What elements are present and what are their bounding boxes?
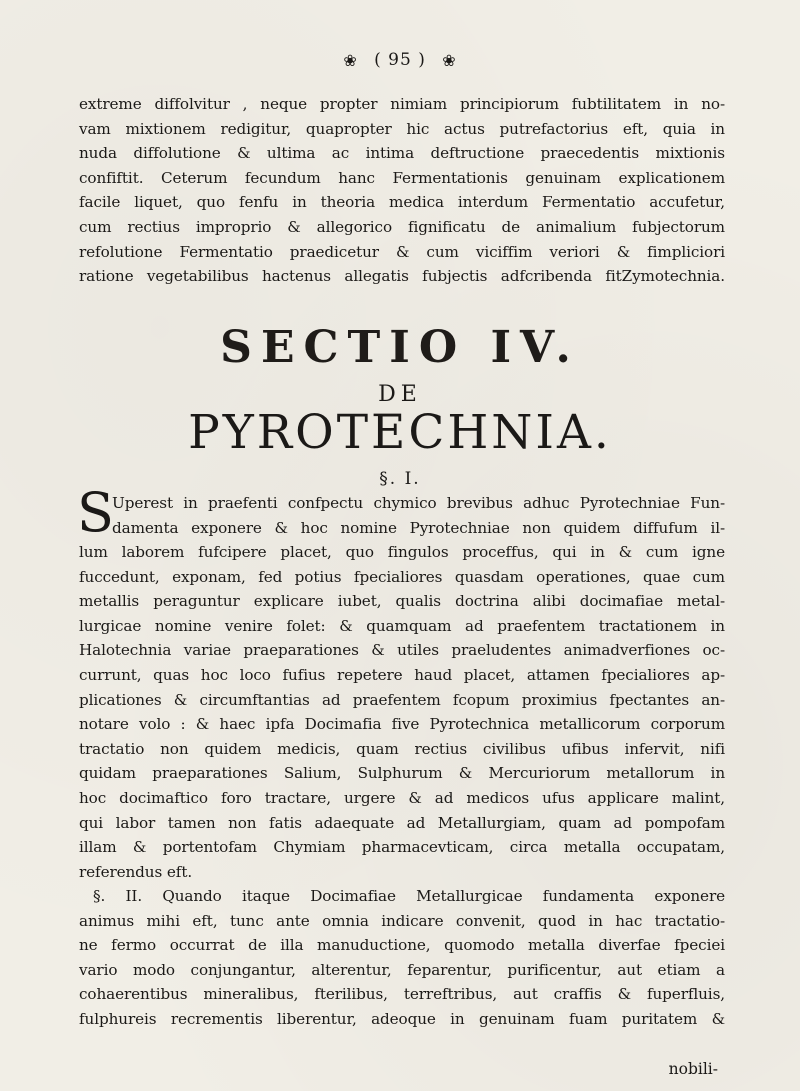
text-line: ne fermo occurrat de illa manuductione, quomodo metalla diverfae fpeciei	[79, 936, 725, 955]
section-de: DE	[378, 382, 422, 407]
text-line: metallis peraguntur explicare iubet, qualis doctrina alibi docimafiae metal-	[79, 592, 725, 611]
text-line: tractatio non quidem medicis, quam rectius civilibus ufibus infervit, nifi	[79, 739, 725, 758]
section-title: SECTIO IV.	[220, 322, 580, 373]
text-line: Uperest in praefenti confpectu chymico brevibus adhuc Pyrotechniae Fun-	[112, 494, 725, 512]
section-subtitle: PYROTECHNIA.	[188, 405, 612, 460]
text-line: lum laborem fufcipere placet, quo fingulos proceffus, qui in & cum igne	[79, 543, 725, 561]
text-line: vam mixtionem redigitur, quapropter hic actus putrefactorius eft, quia in	[79, 119, 725, 138]
paragraph-2	[79, 884, 725, 1032]
text-line: facile liquet, quo fenfu in theoria medica interdum Fermentatio accufetur,	[79, 193, 725, 212]
catchword: nobili-	[668, 1060, 718, 1078]
text-line: plicationes & circumftantias ad praefentem fcopum proximius fpectantes an-	[79, 690, 725, 709]
text-line: illam & portentofam Chymiam pharmacevticam, circa metalla occupatam,	[79, 838, 725, 857]
text-line: nuda diffolutione & ultima ac intima deftructione praecedentis mixtionis	[79, 144, 725, 163]
top-paragraph	[79, 92, 725, 289]
paragraph-1	[79, 540, 725, 884]
text-line: cum rectius improprio & allegorico fignificatu de animalium fubjectorum	[79, 217, 725, 236]
text-line: fulphureis recrementis liberentur, adeoque in genuinam fuam puritatem &	[79, 1009, 725, 1028]
ornament-left-icon: ❀	[343, 51, 358, 70]
text-line: cohaerentibus mineralibus, fterilibus, terreftribus, aut craffis & fuperfluis,	[79, 985, 725, 1004]
text-line: notare volo : & haec ipfa Docimafia five Pyrotechnica metallicorum corporum	[79, 715, 725, 734]
text-line: refolutione Fermentatio praedicetur & cum viciffim veriori & fimpliciori	[79, 242, 725, 261]
text-line: Halotechnia variae praeparationes & utiles praeludentes animadverfiones oc-	[79, 641, 725, 660]
text-line: vario modo conjungantur, alterentur, feparentur, purificentur, aut etiam a	[79, 960, 725, 979]
text-line: currunt, quas hoc loco fufius repetere haud placet, attamen fpecialiores ap-	[79, 665, 725, 684]
text-line: fuccedunt, exponam, fed potius fpecialiores quasdam operationes, quae cum	[79, 567, 725, 586]
text-line: lurgicae nomine venire folet: & quamquam ad praefentem tractationem in	[79, 616, 725, 635]
text-line: hoc docimaftico foro tractare, urgere & ad medicos ufus applicare malint,	[79, 788, 725, 807]
text-line: damenta exponere & hoc nomine Pyrotechniae non quidem diffufum il-	[112, 518, 725, 537]
paragraph-number: §. I.	[379, 469, 421, 489]
text-line: animus mihi eft, tunc ante omnia indicare convenit, quod in hac tractatio-	[79, 911, 725, 930]
text-line: confiftit. Ceterum fecundum hanc Fermentationis genuinam explicationem	[79, 168, 725, 187]
drop-cap: S	[77, 481, 114, 544]
text-line: extreme diffolvitur , neque propter nimiam principiorum fubtilitatem in no-	[79, 95, 725, 113]
ornament-right-icon: ❀	[442, 51, 457, 70]
page-number: ( 95 )	[374, 50, 426, 70]
text-line: §. II. Quando itaque Docimafiae Metallurgicae fundamenta exponere	[93, 887, 725, 905]
page-header	[0, 50, 800, 70]
text-line: quidam praeparationes Salium, Sulphurum & Mercuriorum metallorum in	[79, 764, 725, 783]
text-line: referendus eft.	[79, 862, 193, 881]
text-line: ratione vegetabilibus hactenus allegatis fubjectis adfcribenda fitZymotechnia.	[79, 267, 725, 286]
text-line: qui labor tamen non fatis adaequate ad Metallurgiam, quam ad pompofam	[79, 813, 725, 832]
paragraph-1-indented	[112, 491, 725, 540]
